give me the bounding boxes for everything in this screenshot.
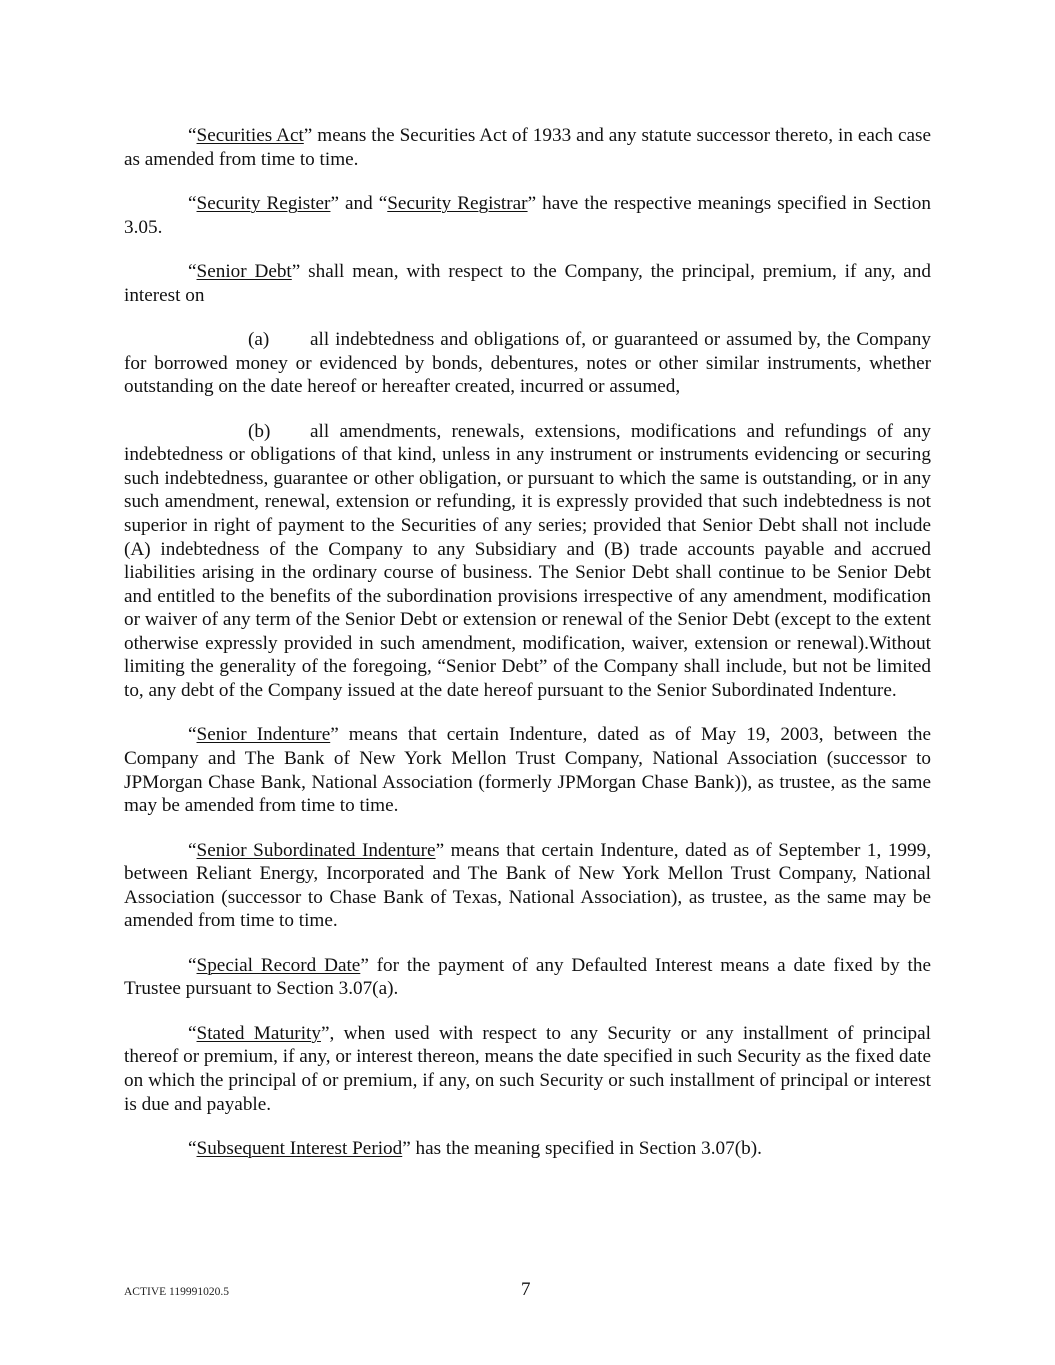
definition-securities-act bbox=[124, 124, 931, 171]
open-quote: “ bbox=[188, 839, 197, 861]
definition-text: ”, when used with respect to any Security or any installment of principal thereof or premium, if any, or interest thereon, means the date specified in such Security as the fixed date on which the principal of or premium, if any, on such Security or such installment of principal or interest is due and payable. bbox=[124, 1022, 932, 1115]
open-quote: “ bbox=[188, 1137, 197, 1159]
open-quote: “ bbox=[188, 192, 197, 214]
definition-text: ” means that certain Indenture, dated as of September 1, 1999, between Reliant Energy, Incorporated and The Bank of New York Mellon Trust Company, National Association (successor to Chase Bank of Texas, National Association), as trustee, as the same may be amended from time to time. bbox=[124, 839, 931, 932]
open-quote: “ bbox=[188, 724, 197, 746]
item-label: (b) bbox=[248, 420, 271, 442]
document-body bbox=[124, 124, 931, 1181]
defined-term: Special Record Date bbox=[196, 954, 361, 976]
defined-term: Stated Maturity bbox=[196, 1022, 321, 1044]
definition-text: ” means that certain Indenture, dated as of May 19, 2003, between the Company and The Bank of New York Mellon Trust Company, National Association (successor to JPMorgan Chase Bank, National Association (formerly JPMorgan Chase Bank)), as trustee, as the same may be amended from time to time. bbox=[124, 724, 931, 817]
item-text: all indebtedness and obligations of, or guaranteed or assumed by, the Company for borrowed money or evidenced by bonds, debentures, notes or other similar instruments, whether outstanding on the date hereof or hereafter created, incurred or assumed, bbox=[124, 328, 931, 398]
item-text: all amendments, renewals, extensions, modifications and refundings of any indebtedness or obligations of that kind, unless in any instrument or instruments evidencing or securing such indebtedness, guarantee or other obligation, or pursuant to which the same is outstanding, or in any such amendment, renewal, extension or refunding, it is expressly provided that such indebtedness is not superior in right of payment to the Securities of any series; provided that Senior Debt shall not include (A) indebtedness of the Company to any Subsidiary and (B) trade accounts payable and accrued liabilities arising in the ordinary course of business. The Senior Debt shall continue to be Senior Debt and entitled to the benefits of the subordination provisions irrespective of any amendment, modification or waiver of any term of the Senior Debt or extension or renewal of the Senior Debt (except to the extent otherwise expressly provided in such amendment, modification, waiver, extension or renewal).Without limiting the generality of the foregoing, “Senior Debt” of the Company shall include, but not be limited to, any debt of the Company issued at the date hereof pursuant to the Senior Subordinated Indenture. bbox=[124, 420, 931, 702]
definition-text: ” has the meaning specified in Section 3.07(b). bbox=[402, 1137, 762, 1159]
defined-term: Senior Indenture bbox=[196, 724, 331, 746]
open-quote: “ bbox=[188, 260, 197, 282]
connector-text: ” and “ bbox=[330, 192, 388, 214]
defined-term: Security Register bbox=[196, 192, 331, 214]
defined-term: Security Registrar bbox=[387, 192, 528, 214]
page-number: 7 bbox=[521, 1279, 531, 1300]
definition-subsequent-interest-period bbox=[124, 1137, 931, 1161]
definition-senior-indenture bbox=[124, 723, 931, 817]
open-quote: “ bbox=[188, 954, 197, 976]
definition-text: ” shall mean, with respect to the Company, the principal, premium, if any, and interest on bbox=[124, 260, 931, 306]
senior-debt-item-a bbox=[124, 328, 931, 399]
definition-senior-debt bbox=[124, 260, 931, 307]
defined-term: Senior Subordinated Indenture bbox=[196, 839, 436, 861]
defined-term: Subsequent Interest Period bbox=[196, 1137, 403, 1159]
item-label: (a) bbox=[248, 328, 270, 350]
definition-senior-subordinated-indenture bbox=[124, 839, 931, 933]
open-quote: “ bbox=[188, 125, 197, 146]
defined-term: Senior Debt bbox=[196, 260, 292, 282]
definition-stated-maturity bbox=[124, 1022, 931, 1116]
defined-term: Securities Act bbox=[196, 125, 304, 146]
definition-text: ” means the Securities Act of 1933 and any statute successor thereto, in each case as amended from time to time. bbox=[124, 125, 931, 170]
document-id: ACTIVE 119991020.5 bbox=[124, 1286, 229, 1298]
definition-text: ” for the payment of any Defaulted Interest means a date fixed by the Trustee pursuant to Section 3.07(a). bbox=[124, 954, 931, 1000]
open-quote: “ bbox=[188, 1022, 197, 1044]
definition-security-register bbox=[124, 192, 931, 239]
senior-debt-item-b bbox=[124, 420, 931, 703]
definition-text: ” have the respective meanings specified in Section 3.05. bbox=[124, 192, 931, 238]
definition-special-record-date bbox=[124, 954, 931, 1001]
